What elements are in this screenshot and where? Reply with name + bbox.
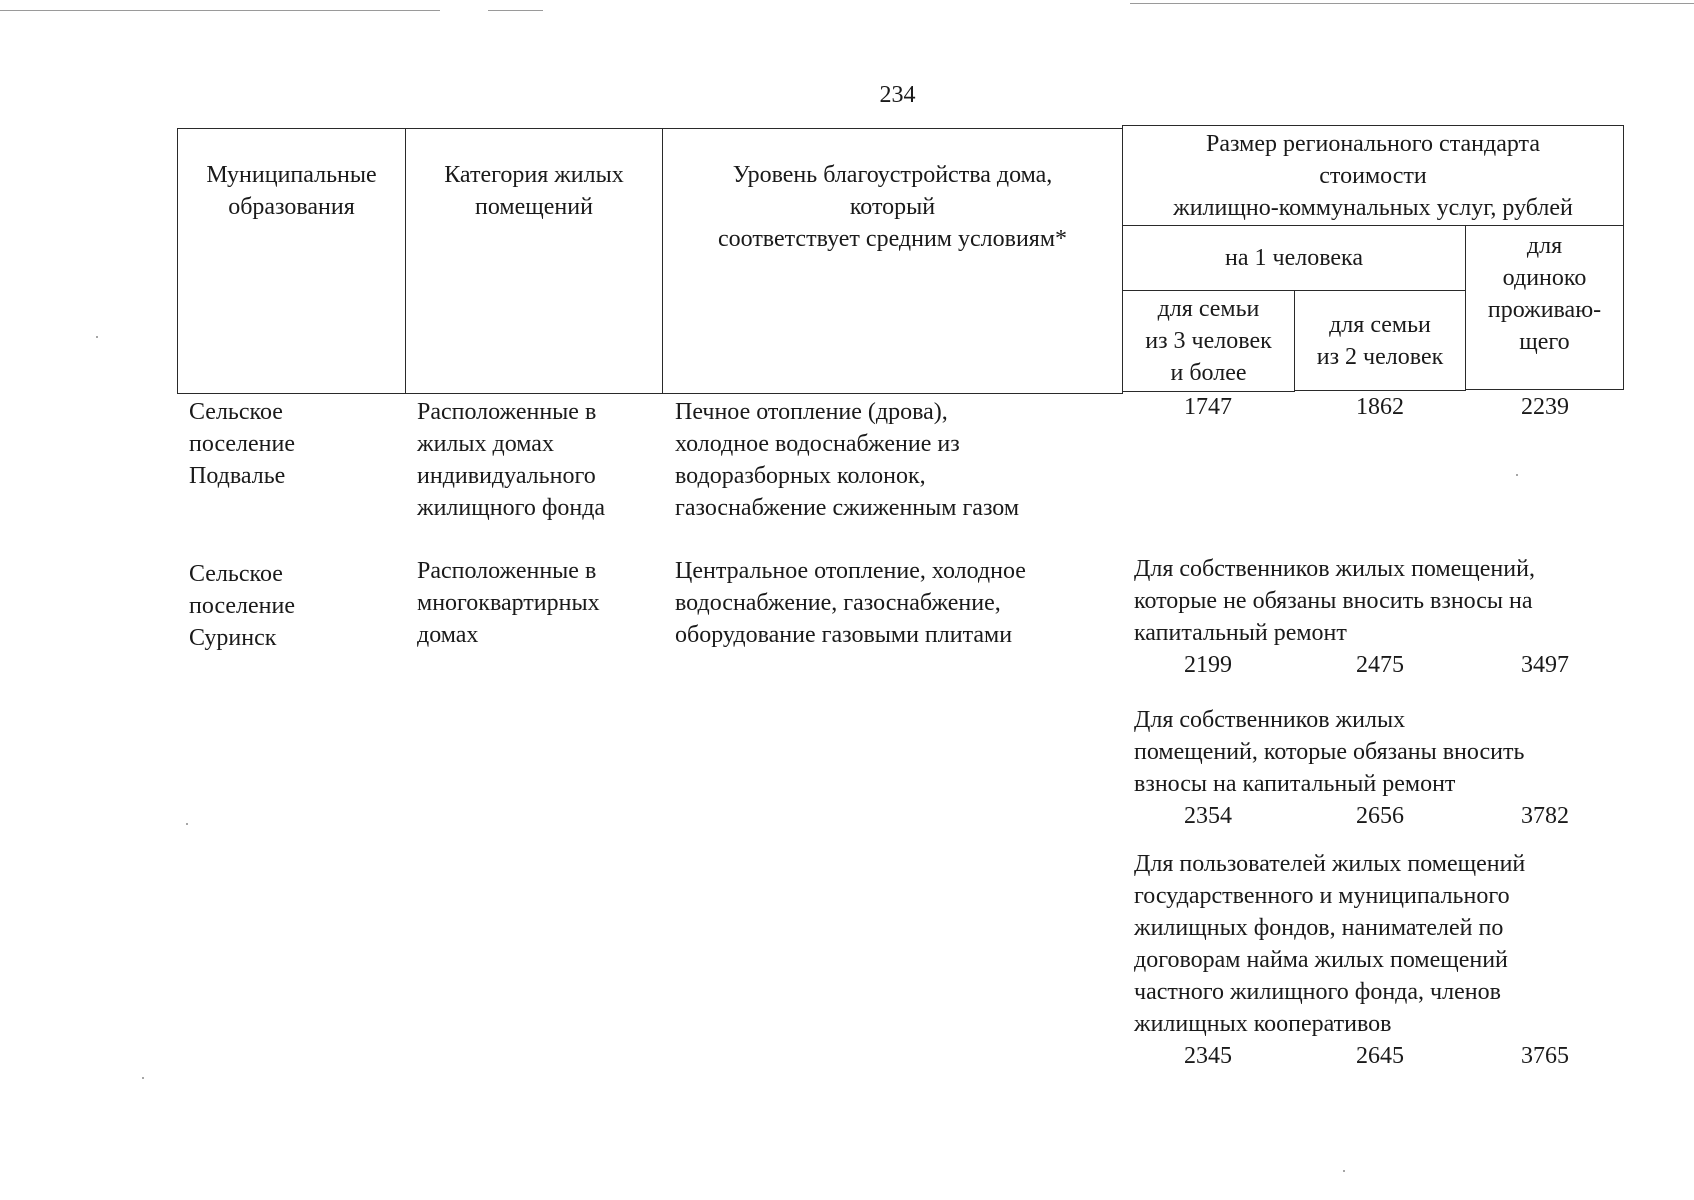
scan-speck xyxy=(96,336,98,338)
cell-text: холодное водоснабжение из xyxy=(675,431,960,457)
header-single-resident xyxy=(1465,225,1624,390)
header-text: стоимости xyxy=(1319,163,1427,189)
cell-text: Расположенные в xyxy=(417,558,597,584)
group-text: которые не обязаны вносить взносы на xyxy=(1134,588,1533,614)
cell-text: водоснабжение, газоснабжение, xyxy=(675,590,1001,616)
cell-text: Расположенные в xyxy=(417,399,597,425)
cell-text: домах xyxy=(417,622,479,648)
header-text: одиноко xyxy=(1502,265,1587,291)
group-3-value-single: 3765 xyxy=(1521,1043,1569,1069)
header-text: для семьи xyxy=(1157,296,1260,322)
header-text: который xyxy=(849,194,936,220)
group-text: Для собственников жилых xyxy=(1134,707,1406,733)
cell-text: поселение xyxy=(189,593,296,619)
header-category xyxy=(405,128,663,394)
row-1-improvement-level xyxy=(675,396,1019,524)
scan-artifact-line xyxy=(488,10,543,11)
row-1-value-family-2: 1862 xyxy=(1356,394,1404,420)
header-municipalities xyxy=(177,128,406,394)
header-regional-standard xyxy=(1122,125,1624,226)
cell-text: Сельское xyxy=(189,399,283,425)
group-text: Для собственников жилых помещений, xyxy=(1134,556,1535,582)
header-text: для xyxy=(1526,233,1563,259)
row-2-municipality xyxy=(189,558,295,654)
group-text: государственного и муниципального xyxy=(1134,883,1510,909)
cell-text: Центральное отопление, холодное xyxy=(675,558,1026,584)
group-text: жилищных кооперативов xyxy=(1134,1011,1392,1037)
group-3-value-family-2: 2645 xyxy=(1356,1043,1404,1069)
page-number: 234 xyxy=(879,82,916,108)
row-1-value-single: 2239 xyxy=(1521,394,1569,420)
header-text: из 3 человек xyxy=(1145,328,1272,354)
header-text: образования xyxy=(228,194,355,220)
group-text: жилищных фондов, нанимателей по xyxy=(1134,915,1504,941)
scan-speck xyxy=(142,1077,144,1079)
header-text: для семьи xyxy=(1329,311,1431,338)
cell-text: Сельское xyxy=(189,561,283,587)
scan-artifact-line xyxy=(0,10,440,11)
cell-text: Подвалье xyxy=(189,463,286,489)
scan-speck xyxy=(1516,474,1518,476)
group-text: взносы на капитальный ремонт xyxy=(1134,771,1456,797)
owner-group-no-capital-repair xyxy=(1134,553,1535,649)
header-text: Уровень благоустройства дома, xyxy=(732,162,1053,188)
header-family-2 xyxy=(1294,290,1466,391)
header-text: из 2 человек xyxy=(1316,343,1444,370)
group-text: помещений, которые обязаны вносить xyxy=(1134,739,1525,765)
group-2-value-single: 3782 xyxy=(1521,803,1569,829)
header-text: помещений xyxy=(475,194,593,220)
row-1-value-family-3: 1747 xyxy=(1184,394,1232,420)
header-family-3 xyxy=(1122,290,1295,392)
cell-text: Суринск xyxy=(189,625,277,651)
group-3-value-family-3: 2345 xyxy=(1184,1043,1232,1069)
row-2-improvement-level xyxy=(675,555,1026,651)
row-1-municipality xyxy=(189,396,295,492)
cell-text: индивидуального xyxy=(417,463,596,489)
header-text: и более xyxy=(1170,360,1247,386)
row-1-category xyxy=(417,396,605,524)
header-text: Размер регионального стандарта xyxy=(1206,131,1540,157)
row-2-category xyxy=(417,555,600,651)
group-text: Для пользователей жилых помещений xyxy=(1134,851,1526,877)
tenant-group xyxy=(1134,848,1525,1040)
header-per-person xyxy=(1122,225,1466,291)
cell-text: поселение xyxy=(189,431,296,457)
header-text: соответствует средним условиям* xyxy=(717,226,1068,252)
group-text: капитальный ремонт xyxy=(1134,620,1347,646)
cell-text: водоразборных колонок, xyxy=(675,463,926,489)
group-1-value-family-2: 2475 xyxy=(1356,652,1404,678)
cell-text: жилищного фонда xyxy=(417,495,606,521)
cell-text: жилых домах xyxy=(417,431,554,457)
header-improvement-level xyxy=(662,128,1123,394)
scan-speck xyxy=(1343,1170,1345,1172)
header-text: Муниципальные xyxy=(206,162,377,188)
group-1-value-single: 3497 xyxy=(1521,652,1569,678)
header-text: на 1 человека xyxy=(1225,245,1363,271)
header-text: щего xyxy=(1519,329,1570,355)
cell-text: Печное отопление (дрова), xyxy=(675,399,948,425)
header-text: Категория жилых xyxy=(444,162,624,188)
owner-group-with-capital-repair xyxy=(1134,704,1524,800)
header-text: жилищно-коммунальных услуг, рублей xyxy=(1173,195,1573,221)
group-2-value-family-3: 2354 xyxy=(1184,803,1232,829)
group-2-value-family-2: 2656 xyxy=(1356,803,1404,829)
cell-text: многоквартирных xyxy=(417,590,600,616)
group-text: частного жилищного фонда, членов xyxy=(1134,979,1501,1005)
cell-text: оборудование газовыми плитами xyxy=(675,622,1013,648)
group-text: договорам найма жилых помещений xyxy=(1134,947,1508,973)
scan-speck xyxy=(186,823,188,825)
scan-artifact-line xyxy=(1130,3,1694,4)
header-text: проживаю- xyxy=(1487,297,1602,323)
cell-text: газоснабжение сжиженным газом xyxy=(675,495,1020,521)
group-1-value-family-3: 2199 xyxy=(1184,652,1232,678)
